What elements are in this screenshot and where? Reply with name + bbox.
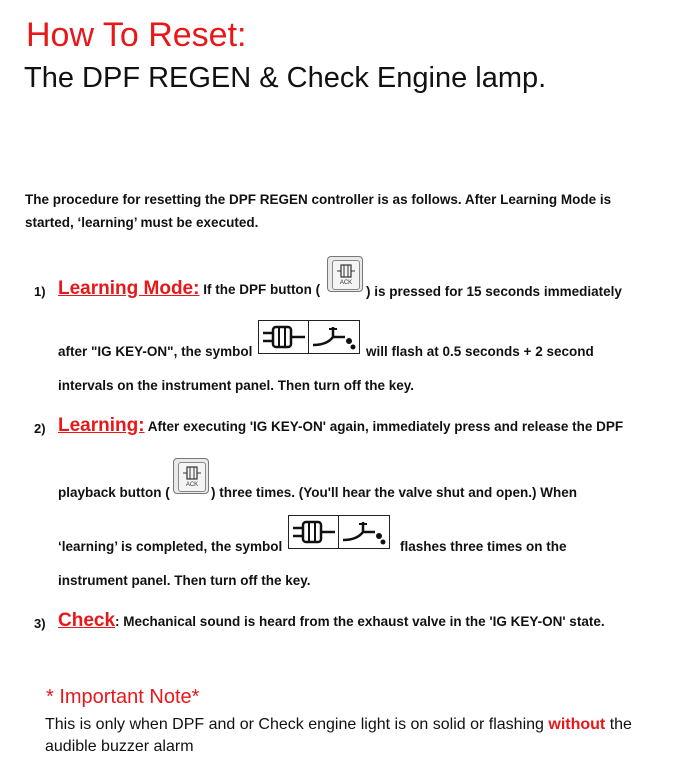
step-1-number: 1): [34, 284, 46, 299]
step-1-text-a: If the DPF button (: [199, 282, 321, 297]
exhaust-valve-symbol-icon: [309, 321, 359, 353]
step-1-text-e: intervals on the instrument panel. Then turn off the key.: [58, 378, 415, 393]
step-2-number: 2): [34, 421, 46, 436]
step-1-heading: Learning Mode:: [58, 278, 200, 299]
exhaust-valve-symbol-icon: [339, 516, 389, 548]
step-1-text-c: after "IG KEY-ON", the symbol: [58, 344, 253, 359]
dpf-button-icon: [327, 256, 363, 292]
ack-label: ACK: [339, 280, 353, 286]
step-1-text-d: will flash at 0.5 seconds + 2 second: [366, 344, 594, 359]
intro-paragraph: The procedure for resetting the DPF REGEN controller is as follows. After Learning Mode is started, ‘learning’ must be executed.: [25, 192, 612, 230]
step-2-text-e: flashes three times on the: [400, 539, 567, 554]
note-body-text: This is only when DPF and or Check engine light is on solid or flashing: [45, 716, 549, 733]
step-1-first-line: [58, 278, 320, 300]
note-emphasis: without: [548, 716, 606, 733]
step-2-text-b: playback button (: [58, 485, 170, 500]
step-3-number: 3): [34, 616, 46, 631]
ack-label: ACK: [185, 482, 199, 488]
regen-symbol-pair: [258, 320, 360, 354]
note-body-tail: the audible buzzer alarm: [45, 716, 632, 755]
step-2-text-f: instrument panel. Then turn off the key.: [58, 573, 311, 588]
page-title: How To Reset:: [26, 16, 247, 54]
step-1-text-b: ) is pressed for 15 seconds immediately: [366, 284, 622, 299]
dpf-regen-symbol-icon: [289, 516, 339, 548]
dpf-playback-button-icon: [173, 458, 209, 494]
step-2-text-a: After executing 'IG KEY-ON' again, immediately press and release the DPF: [144, 419, 624, 434]
step-2-first-line: [58, 415, 623, 437]
step-2-text-d: ‘learning’ is completed, the symbol: [58, 539, 283, 554]
step-2-heading: Learning:: [58, 415, 145, 436]
regen-symbol-pair-2: [288, 515, 390, 549]
page-subtitle: The DPF REGEN & Check Engine lamp.: [24, 62, 547, 94]
step-3-text: : Mechanical sound is heard from the exhaust valve in the 'IG KEY-ON' state.: [115, 614, 605, 629]
step-3-heading: Check: [58, 610, 116, 631]
step-2-text-c: ) three times. (You'll hear the valve shut and open.) When: [211, 485, 578, 500]
important-note-title: * Important Note*: [46, 686, 200, 708]
step-3-line: [58, 610, 605, 632]
important-note-body: [45, 714, 665, 758]
dpf-regen-symbol-icon: [259, 321, 309, 353]
